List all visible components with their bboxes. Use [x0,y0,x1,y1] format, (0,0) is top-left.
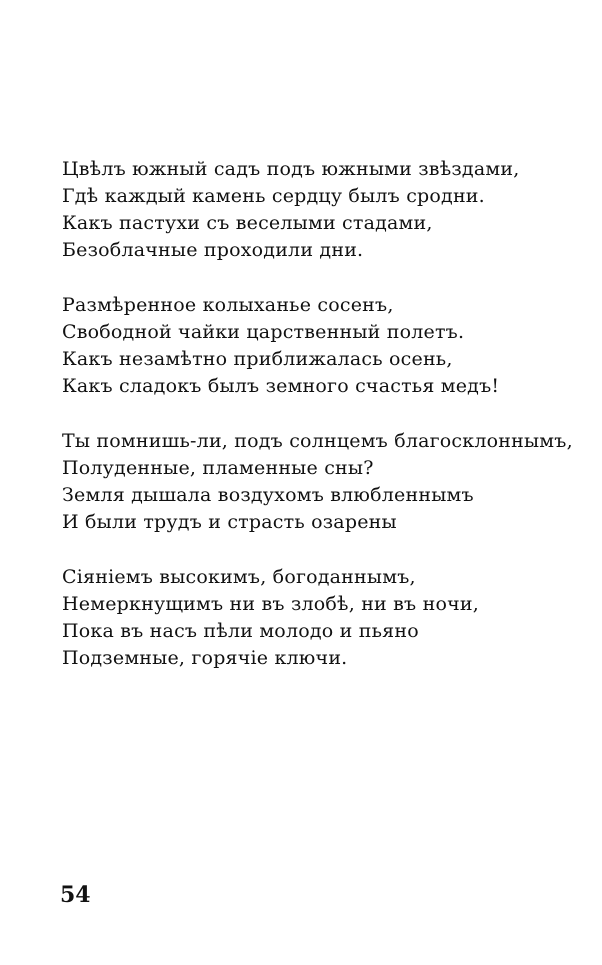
poem-line: Пока въ насъ пѣли молодо и пьяно [62,620,419,642]
poem-line: Цвѣлъ южный садъ подъ южными звѣздами, [62,158,520,180]
poem-line: Земля дышала воздухомъ влюбленнымъ [62,484,474,506]
poem-line: Полуденные, пламенные сны? [62,457,374,479]
poem-line: Свободной чайки царственный полетъ. [62,321,465,343]
poem-line: Немеркнущимъ ни въ злобѣ, ни въ ночи, [62,593,479,615]
poem-line: Какъ сладокъ былъ земного счастья медъ! [62,375,500,397]
poem-line: Размѣренное колыханье сосенъ, [62,294,394,316]
poem-line: И были трудъ и страсть озарены [62,511,397,533]
stanza-3 [62,428,582,536]
page-number: 54 [60,882,91,908]
poem-line: Сіяніемъ высокимъ, богоданнымъ, [62,566,416,588]
poem-line: Какъ незамѣтно приближалась осень, [62,348,453,370]
poem-line: Какъ пастухи съ веселыми стадами, [62,212,433,234]
poem-line: Подземные, горячіе ключи. [62,647,348,669]
stanza-1 [62,156,582,264]
poem-line: Безоблачные проходили дни. [62,239,364,261]
poem-line: Гдѣ каждый камень сердцу былъ сродни. [62,185,485,207]
stanza-4 [62,564,582,672]
stanza-2 [62,292,582,400]
poem [62,156,582,700]
poem-line: Ты помнишь-ли, подъ солнцемъ благосклоннымъ, [62,430,573,452]
